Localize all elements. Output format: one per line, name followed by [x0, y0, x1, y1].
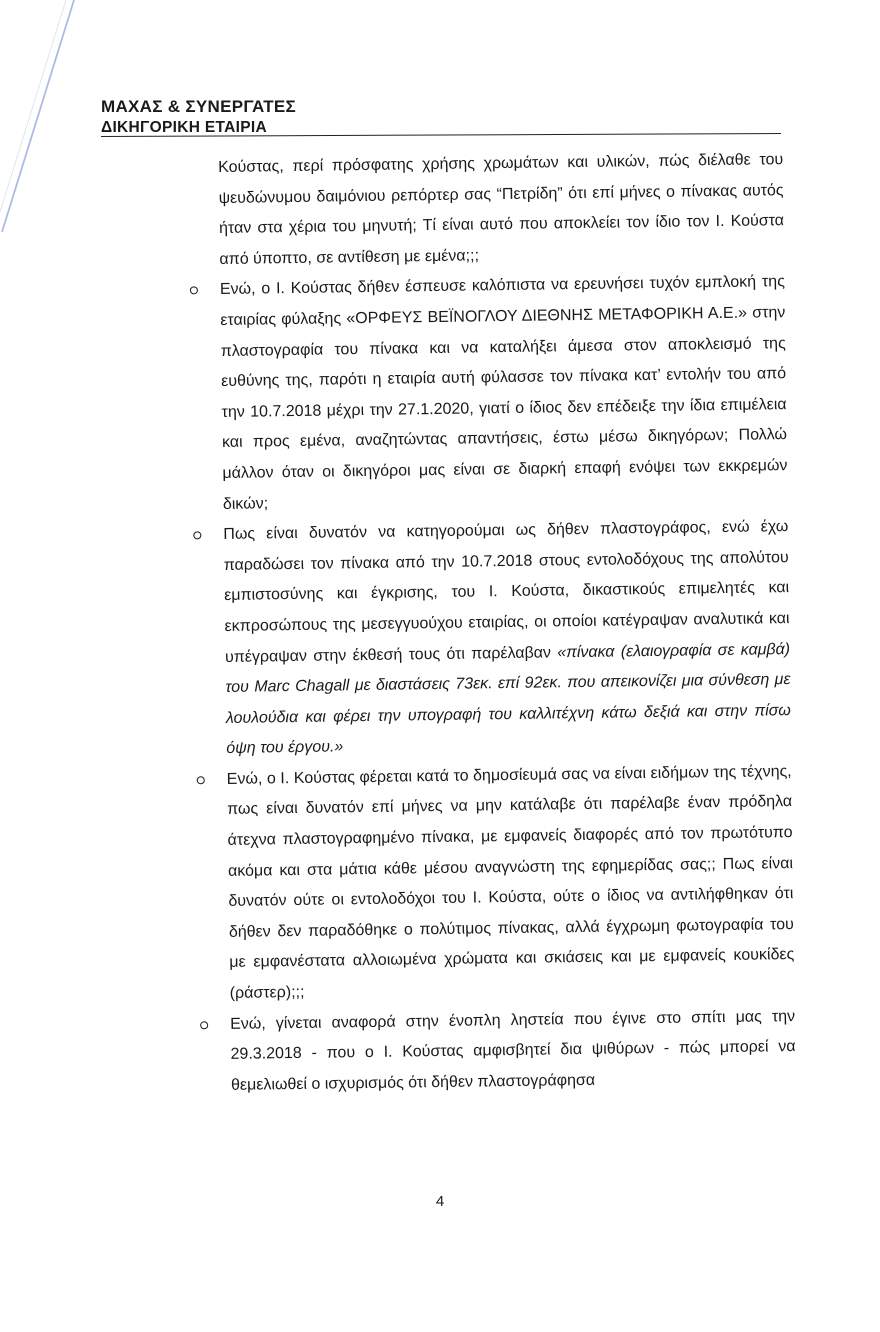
list-item-text: Ενώ, ο Ι. Κούστας φέρεται κατά το δημοσίευμά σας να είναι ειδήμων της τέχνης, πως είναι δυνατόν επί μήνες να μην κατάλαβε ότι παρέλαβε έναν πρόδηλα άτεχνα πλαστογραφημένο πίνακα, με εμφανείς διαφορές από τον πρωτότυπο ακόμα και στα μάτια κάθε μέσου αναγνώστη της εφημερίδας σας;; Πως είναι δυνατόν ούτε οι εντολοδόχοι του Ι. Κούστα, ούτε ο ίδιος να αντιλήφθηκαν ότι δήθεν δεν παραδόθηκε ο πολύτιμος πίνακας, αλλά έγχρωμη φωτογραφία του με εμφανέστατα αλλοιωμένα χρώματα και σκιάσεις και με εμφανείς κουκίδες (ράστερ);;; — [226, 762, 795, 1002]
list-item — [227, 757, 795, 1010]
list-item — [220, 267, 788, 520]
hollow-bullet-icon — [193, 531, 201, 539]
hollow-bullet-icon — [190, 287, 198, 295]
list-item-text: Ενώ, γίνεται αναφορά στην ένοπλη ληστεία που έγινε στο σπίτι μας την 29.3.2018 - που ο Ι. Κούστας αμφισβητεί δια ψιθύρων - πώς μπορεί να θεμελιωθεί ο ισχυρισμός ότι δήθεν πλαστογράφησα — [230, 1007, 796, 1094]
letterhead — [101, 96, 781, 138]
list-item — [223, 512, 791, 765]
scan-edge-mark — [0, 0, 80, 240]
document-body — [218, 145, 796, 1101]
list-item — [230, 1002, 796, 1102]
quoted-inventory-text: «πίνακα (ελαιογραφία σε καμβά) του Marc Chagall με διαστάσεις 73εκ. επί 92εκ. που απεικονίζει μια σύνθεση με λουλούδια και φέρει την υπογραφή του καλλιτέχνη κάτω δεξιά και στην πίσω όψη του έργου.» — [225, 640, 791, 758]
list-item-text — [223, 512, 791, 765]
hollow-bullet-icon — [200, 1021, 208, 1029]
hollow-bullet-icon — [197, 776, 205, 784]
continuation-paragraph: Κούστας, περί πρόσφατης χρήσης χρωμάτων και υλικών, πώς διέλαθε του ψευδώνυμου δαιμόνιου ρεπόρτερ σας “Πετρίδη” ότι επί μήνες ο πίνακας αυτός ήταν στα χέρια του μηνυτή; Τί είναι αυτό που αποκλείει τον ίδιο τον Ι. Κούστα από ύποπτο, σε αντίθεση με εμένα;;; — [218, 151, 785, 268]
list-item-text: Ενώ, ο Ι. Κούστας δήθεν έσπευσε καλόπιστα να ερευνήσει τυχόν εμπλοκή της εταιρίας φύλαξης «ΟΡΦΕΥΣ ΒΕΪΝΟΓΛΟΥ ΔΙΕΘΝΗΣ ΜΕΤΑΦΟΡΙΚΗ Α.Ε.» στην πλαστογραφία του πίνακα και να καταλήξει άμεσα στον αποκλεισμό της ευθύνης της, παρότι η εταιρία αυτή φύλασσε τον πίνακα κατ’ εντολήν του από την 10.7.2018 μέχρι την 27.1.2020, γιατί ο ίδιος δεν επέδειξε την ίδια επιμέλεια και προς εμένα, αναζητώντας απαντήσεις, έστω μέσω δικηγόρων; Πολλώ μάλλον όταν οι δικηγόροι μας είναι σε διαρκή επαφή ενόψει των εκκρεμών δικών; — [219, 273, 788, 513]
list-item-text-regular: Πως είναι δυνατόν να κατηγορούμαι ως δήθεν πλαστογράφος, ενώ έχω παραδώσει τον πίνακα από την 10.7.2018 στους εντολοδόχους της απολύτου εμπιστοσύνης και έγκρισης, του Ι. Κούστα, δικαστικούς επιμελητές και εκπροσώπους της μεσεγγυούχου εταιρίας, οι οποίοι κατέγραψαν αναλυτικά και υπέγραψαν στην έκθεσή τους ότι παρέλαβαν — [223, 518, 790, 666]
firm-name: ΜΑΧΑΣ & ΣΥΝΕΡΓΑΤΕΣ — [101, 97, 297, 116]
firm-type: ΔΙΚΗΓΟΡΙΚΗ ΕΤΑΙΡΙΑ — [101, 119, 267, 136]
page-number: 4 — [435, 1193, 445, 1210]
